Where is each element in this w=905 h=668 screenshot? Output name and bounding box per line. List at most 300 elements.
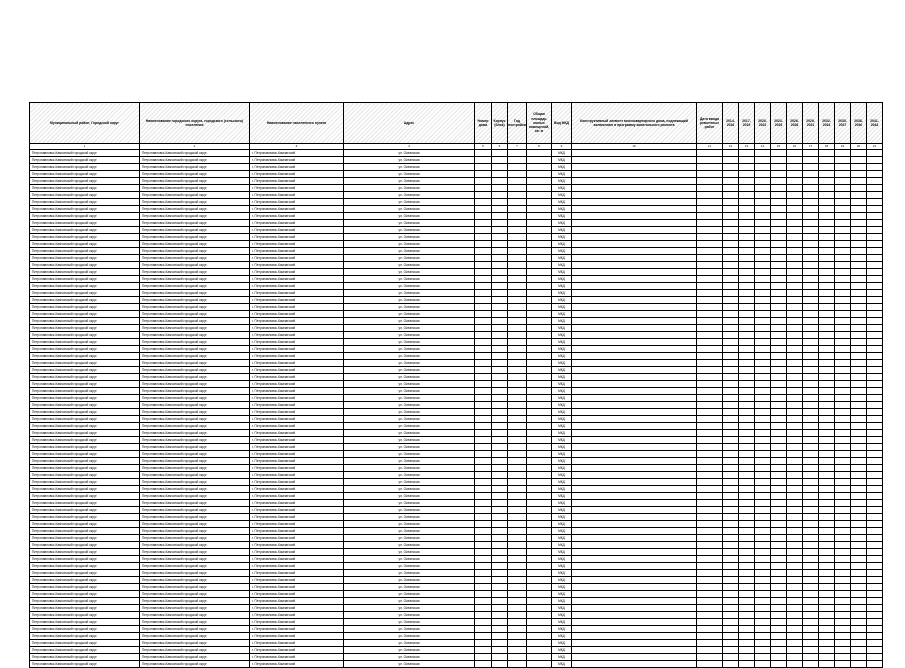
period-mark-cell (819, 598, 835, 605)
house-number-cell (475, 381, 492, 388)
col-header-house: Номер дома (475, 103, 492, 144)
municipality-cell: Петропавловск-Камчатский городской округ (30, 213, 140, 220)
municipality-cell: Петропавловск-Камчатский городской округ (30, 255, 140, 262)
period-mark-cell (803, 556, 819, 563)
repair-element-cell (572, 633, 697, 640)
period-mark-cell (755, 290, 771, 297)
period-mark-cell (739, 353, 755, 360)
period-mark-cell (803, 311, 819, 318)
period-mark-cell (723, 276, 739, 283)
locality-cell: г. Петропавловск-Камчатский (250, 304, 344, 311)
period-mark-cell (739, 290, 755, 297)
period-mark-cell (723, 416, 739, 423)
korpus-cell (492, 423, 508, 430)
period-mark-cell (867, 325, 883, 332)
house-number-cell (475, 542, 492, 549)
house-number-cell (475, 171, 492, 178)
period-mark-cell (723, 500, 739, 507)
municipality-cell: Петропавловск-Камчатский городской округ (30, 269, 140, 276)
period-mark-cell (867, 276, 883, 283)
table-row (30, 297, 883, 304)
building-type-cell: МКД (552, 437, 572, 444)
area-cell (527, 500, 552, 507)
period-mark-cell (819, 654, 835, 661)
house-number-cell (475, 395, 492, 402)
locality-cell: г. Петропавловск-Камчатский (250, 332, 344, 339)
period-mark-cell (835, 318, 851, 325)
repair-element-cell (572, 381, 697, 388)
municipality-cell: Петропавловск-Камчатский городской округ (30, 486, 140, 493)
area-cell (527, 402, 552, 409)
repair-date-cell (697, 192, 723, 199)
period-mark-cell (755, 458, 771, 465)
locality-cell: г. Петропавловск-Камчатский (250, 178, 344, 185)
locality-cell: г. Петропавловск-Камчатский (250, 283, 344, 290)
period-mark-cell (755, 577, 771, 584)
area-cell (527, 178, 552, 185)
period-mark-cell (867, 654, 883, 661)
settlement-cell: Петропавловск-Камчатский городской округ (140, 486, 250, 493)
period-mark-cell (755, 451, 771, 458)
locality-cell: г. Петропавловск-Камчатский (250, 647, 344, 654)
period-mark-cell (867, 220, 883, 227)
period-mark-cell (803, 633, 819, 640)
period-mark-cell (739, 458, 755, 465)
period-mark-cell (867, 409, 883, 416)
repair-element-cell (572, 213, 697, 220)
building-type-cell: МКД (552, 339, 572, 346)
korpus-cell (492, 416, 508, 423)
period-mark-cell (819, 570, 835, 577)
korpus-cell (492, 297, 508, 304)
korpus-cell (492, 381, 508, 388)
period-mark-cell (835, 157, 851, 164)
period-mark-cell (755, 430, 771, 437)
period-mark-cell (867, 612, 883, 619)
period-mark-cell (787, 192, 803, 199)
municipality-cell: Петропавловск-Камчатский городской округ (30, 430, 140, 437)
area-cell (527, 605, 552, 612)
area-cell (527, 444, 552, 451)
settlement-cell: Петропавловск-Камчатский городской округ (140, 542, 250, 549)
settlement-cell: Петропавловск-Камчатский городской округ (140, 297, 250, 304)
locality-cell: г. Петропавловск-Камчатский (250, 290, 344, 297)
korpus-cell (492, 640, 508, 647)
period-mark-cell (739, 318, 755, 325)
period-mark-cell (755, 465, 771, 472)
period-mark-cell (835, 654, 851, 661)
period-mark-cell (755, 388, 771, 395)
period-mark-cell (771, 542, 787, 549)
build-year-cell (508, 437, 527, 444)
period-mark-cell (771, 374, 787, 381)
period-mark-cell (819, 542, 835, 549)
area-cell (527, 626, 552, 633)
settlement-cell: Петропавловск-Камчатский городской округ (140, 157, 250, 164)
korpus-cell (492, 178, 508, 185)
period-mark-cell (851, 507, 867, 514)
period-mark-cell (803, 549, 819, 556)
period-mark-cell (835, 416, 851, 423)
period-mark-cell (723, 339, 739, 346)
korpus-cell (492, 584, 508, 591)
col-header-address: Адрес (344, 103, 475, 144)
period-mark-cell (755, 346, 771, 353)
street-cell: ул. Океанская (344, 395, 475, 402)
period-mark-cell (851, 220, 867, 227)
period-mark-cell (851, 388, 867, 395)
period-mark-cell (787, 325, 803, 332)
build-year-cell (508, 626, 527, 633)
period-mark-cell (723, 444, 739, 451)
period-mark-cell (835, 269, 851, 276)
period-mark-cell (771, 465, 787, 472)
table-row (30, 185, 883, 192)
building-type-cell: МКД (552, 248, 572, 255)
repair-date-cell (697, 570, 723, 577)
municipality-cell: Петропавловск-Камчатский городской округ (30, 311, 140, 318)
period-mark-cell (755, 325, 771, 332)
period-mark-cell (755, 472, 771, 479)
period-mark-cell (723, 591, 739, 598)
repair-date-cell (697, 444, 723, 451)
table-row (30, 409, 883, 416)
period-mark-cell (819, 633, 835, 640)
repair-element-cell (572, 290, 697, 297)
period-mark-cell (803, 325, 819, 332)
period-mark-cell (835, 332, 851, 339)
table-row (30, 325, 883, 332)
build-year-cell (508, 150, 527, 157)
period-mark-cell (803, 164, 819, 171)
korpus-cell (492, 619, 508, 626)
locality-cell: г. Петропавловск-Камчатский (250, 311, 344, 318)
municipality-cell: Петропавловск-Камчатский городской округ (30, 661, 140, 668)
settlement-cell: Петропавловск-Камчатский городской округ (140, 290, 250, 297)
period-mark-cell (771, 451, 787, 458)
period-mark-cell (771, 311, 787, 318)
house-number-cell (475, 647, 492, 654)
period-mark-cell (739, 241, 755, 248)
repair-element-cell (572, 528, 697, 535)
repair-element-cell (572, 661, 697, 668)
building-type-cell: МКД (552, 444, 572, 451)
building-type-cell: МКД (552, 164, 572, 171)
period-mark-cell (803, 220, 819, 227)
period-mark-cell (851, 311, 867, 318)
area-cell (527, 647, 552, 654)
period-mark-cell (787, 528, 803, 535)
area-cell (527, 262, 552, 269)
area-cell (527, 535, 552, 542)
korpus-cell (492, 633, 508, 640)
period-mark-cell (723, 164, 739, 171)
repair-element-cell (572, 479, 697, 486)
street-cell: ул. Океанская (344, 339, 475, 346)
period-mark-cell (867, 234, 883, 241)
korpus-cell (492, 444, 508, 451)
period-mark-cell (819, 437, 835, 444)
period-mark-cell (723, 269, 739, 276)
repair-date-cell (697, 255, 723, 262)
period-mark-cell (867, 465, 883, 472)
col-header-period: 2035-2037 (835, 103, 851, 144)
period-mark-cell (851, 528, 867, 535)
period-mark-cell (723, 381, 739, 388)
period-mark-cell (787, 493, 803, 500)
building-type-cell: МКД (552, 213, 572, 220)
repair-date-cell (697, 297, 723, 304)
period-mark-cell (787, 395, 803, 402)
area-cell (527, 283, 552, 290)
repair-element-cell (572, 192, 697, 199)
street-cell: ул. Океанская (344, 542, 475, 549)
repair-date-cell (697, 514, 723, 521)
locality-cell: г. Петропавловск-Камчатский (250, 577, 344, 584)
table-row (30, 395, 883, 402)
area-cell (527, 381, 552, 388)
build-year-cell (508, 311, 527, 318)
period-mark-cell (803, 283, 819, 290)
period-mark-cell (867, 633, 883, 640)
municipality-cell: Петропавловск-Камчатский городской округ (30, 612, 140, 619)
period-mark-cell (723, 640, 739, 647)
settlement-cell: Петропавловск-Камчатский городской округ (140, 521, 250, 528)
period-mark-cell (787, 311, 803, 318)
period-mark-cell (835, 647, 851, 654)
period-mark-cell (835, 479, 851, 486)
building-type-cell: МКД (552, 241, 572, 248)
period-mark-cell (835, 633, 851, 640)
period-mark-cell (803, 269, 819, 276)
table-row (30, 374, 883, 381)
house-number-cell (475, 612, 492, 619)
period-mark-cell (723, 297, 739, 304)
period-mark-cell (755, 304, 771, 311)
table-row (30, 367, 883, 374)
period-mark-cell (851, 402, 867, 409)
period-mark-cell (867, 535, 883, 542)
period-mark-cell (787, 633, 803, 640)
settlement-cell: Петропавловск-Камчатский городской округ (140, 332, 250, 339)
period-mark-cell (819, 556, 835, 563)
period-mark-cell (771, 241, 787, 248)
period-mark-cell (867, 227, 883, 234)
period-mark-cell (771, 192, 787, 199)
period-mark-cell (739, 577, 755, 584)
column-number: 12 (723, 144, 739, 150)
period-mark-cell (803, 430, 819, 437)
street-cell: ул. Океанская (344, 584, 475, 591)
period-mark-cell (723, 409, 739, 416)
period-mark-cell (803, 304, 819, 311)
municipality-cell: Петропавловск-Камчатский городской округ (30, 374, 140, 381)
period-mark-cell (803, 458, 819, 465)
building-type-cell: МКД (552, 661, 572, 668)
period-mark-cell (803, 374, 819, 381)
build-year-cell (508, 612, 527, 619)
table-row (30, 262, 883, 269)
period-mark-cell (739, 185, 755, 192)
area-cell (527, 479, 552, 486)
repair-element-cell (572, 570, 697, 577)
table-row (30, 591, 883, 598)
period-mark-cell (723, 633, 739, 640)
building-type-cell: МКД (552, 304, 572, 311)
period-mark-cell (771, 220, 787, 227)
period-mark-cell (803, 451, 819, 458)
period-mark-cell (723, 353, 739, 360)
period-mark-cell (723, 283, 739, 290)
street-cell: ул. Океанская (344, 528, 475, 535)
house-number-cell (475, 640, 492, 647)
period-mark-cell (867, 297, 883, 304)
repair-date-cell (697, 248, 723, 255)
settlement-cell: Петропавловск-Камчатский городской округ (140, 626, 250, 633)
street-cell: ул. Океанская (344, 304, 475, 311)
locality-cell: г. Петропавловск-Камчатский (250, 353, 344, 360)
repair-date-cell (697, 584, 723, 591)
period-mark-cell (739, 521, 755, 528)
period-mark-cell (723, 192, 739, 199)
period-mark-cell (771, 458, 787, 465)
locality-cell: г. Петропавловск-Камчатский (250, 528, 344, 535)
settlement-cell: Петропавловск-Камчатский городской округ (140, 234, 250, 241)
area-cell (527, 150, 552, 157)
period-mark-cell (787, 409, 803, 416)
building-type-cell: МКД (552, 171, 572, 178)
area-cell (527, 563, 552, 570)
build-year-cell (508, 528, 527, 535)
period-mark-cell (867, 213, 883, 220)
period-mark-cell (755, 654, 771, 661)
table-row (30, 556, 883, 563)
build-year-cell (508, 465, 527, 472)
municipality-cell: Петропавловск-Камчатский городской округ (30, 458, 140, 465)
period-mark-cell (723, 423, 739, 430)
table-row (30, 640, 883, 647)
build-year-cell (508, 598, 527, 605)
building-type-cell: МКД (552, 612, 572, 619)
house-number-cell (475, 164, 492, 171)
period-mark-cell (835, 353, 851, 360)
period-mark-cell (819, 395, 835, 402)
period-mark-cell (771, 346, 787, 353)
period-mark-cell (835, 437, 851, 444)
table-row (30, 626, 883, 633)
house-number-cell (475, 402, 492, 409)
period-mark-cell (851, 437, 867, 444)
period-mark-cell (739, 283, 755, 290)
period-mark-cell (851, 213, 867, 220)
house-number-cell (475, 262, 492, 269)
period-mark-cell (819, 444, 835, 451)
municipality-cell: Петропавловск-Камчатский городской округ (30, 535, 140, 542)
settlement-cell: Петропавловск-Камчатский городской округ (140, 339, 250, 346)
period-mark-cell (819, 199, 835, 206)
locality-cell: г. Петропавловск-Камчатский (250, 605, 344, 612)
build-year-cell (508, 451, 527, 458)
build-year-cell (508, 269, 527, 276)
period-mark-cell (755, 227, 771, 234)
period-mark-cell (723, 556, 739, 563)
build-year-cell (508, 444, 527, 451)
build-year-cell (508, 493, 527, 500)
korpus-cell (492, 367, 508, 374)
korpus-cell (492, 507, 508, 514)
street-cell: ул. Океанская (344, 157, 475, 164)
period-mark-cell (867, 416, 883, 423)
locality-cell: г. Петропавловск-Камчатский (250, 192, 344, 199)
period-mark-cell (787, 353, 803, 360)
period-mark-cell (771, 493, 787, 500)
repair-date-cell (697, 563, 723, 570)
period-mark-cell (851, 381, 867, 388)
locality-cell: г. Петропавловск-Камчатский (250, 500, 344, 507)
period-mark-cell (819, 640, 835, 647)
period-mark-cell (835, 584, 851, 591)
street-cell: ул. Океанская (344, 591, 475, 598)
municipality-cell: Петропавловск-Камчатский городской округ (30, 577, 140, 584)
period-mark-cell (835, 486, 851, 493)
period-mark-cell (835, 360, 851, 367)
period-mark-cell (739, 591, 755, 598)
area-cell (527, 227, 552, 234)
locality-cell: г. Петропавловск-Камчатский (250, 514, 344, 521)
period-mark-cell (787, 178, 803, 185)
house-number-cell (475, 633, 492, 640)
period-mark-cell (851, 619, 867, 626)
period-mark-cell (755, 444, 771, 451)
period-mark-cell (723, 220, 739, 227)
building-type-cell: МКД (552, 521, 572, 528)
building-type-cell: МКД (552, 360, 572, 367)
house-number-cell (475, 626, 492, 633)
period-mark-cell (755, 395, 771, 402)
municipality-cell: Петропавловск-Камчатский городской округ (30, 220, 140, 227)
build-year-cell (508, 304, 527, 311)
period-mark-cell (867, 332, 883, 339)
period-mark-cell (755, 276, 771, 283)
repair-date-cell (697, 402, 723, 409)
repair-date-cell (697, 528, 723, 535)
period-mark-cell (803, 353, 819, 360)
build-year-cell (508, 192, 527, 199)
repair-date-cell (697, 423, 723, 430)
period-mark-cell (771, 262, 787, 269)
period-mark-cell (771, 416, 787, 423)
build-year-cell (508, 178, 527, 185)
period-mark-cell (787, 248, 803, 255)
period-mark-cell (867, 591, 883, 598)
period-mark-cell (771, 367, 787, 374)
house-number-cell (475, 507, 492, 514)
korpus-cell (492, 185, 508, 192)
repair-date-cell (697, 542, 723, 549)
building-type-cell: МКД (552, 556, 572, 563)
period-mark-cell (851, 612, 867, 619)
period-mark-cell (755, 416, 771, 423)
period-mark-cell (771, 276, 787, 283)
repair-date-cell (697, 318, 723, 325)
building-type-cell: МКД (552, 255, 572, 262)
settlement-cell: Петропавловск-Камчатский городской округ (140, 430, 250, 437)
locality-cell: г. Петропавловск-Камчатский (250, 227, 344, 234)
period-mark-cell (851, 290, 867, 297)
period-mark-cell (867, 444, 883, 451)
street-cell: ул. Океанская (344, 437, 475, 444)
period-mark-cell (867, 423, 883, 430)
